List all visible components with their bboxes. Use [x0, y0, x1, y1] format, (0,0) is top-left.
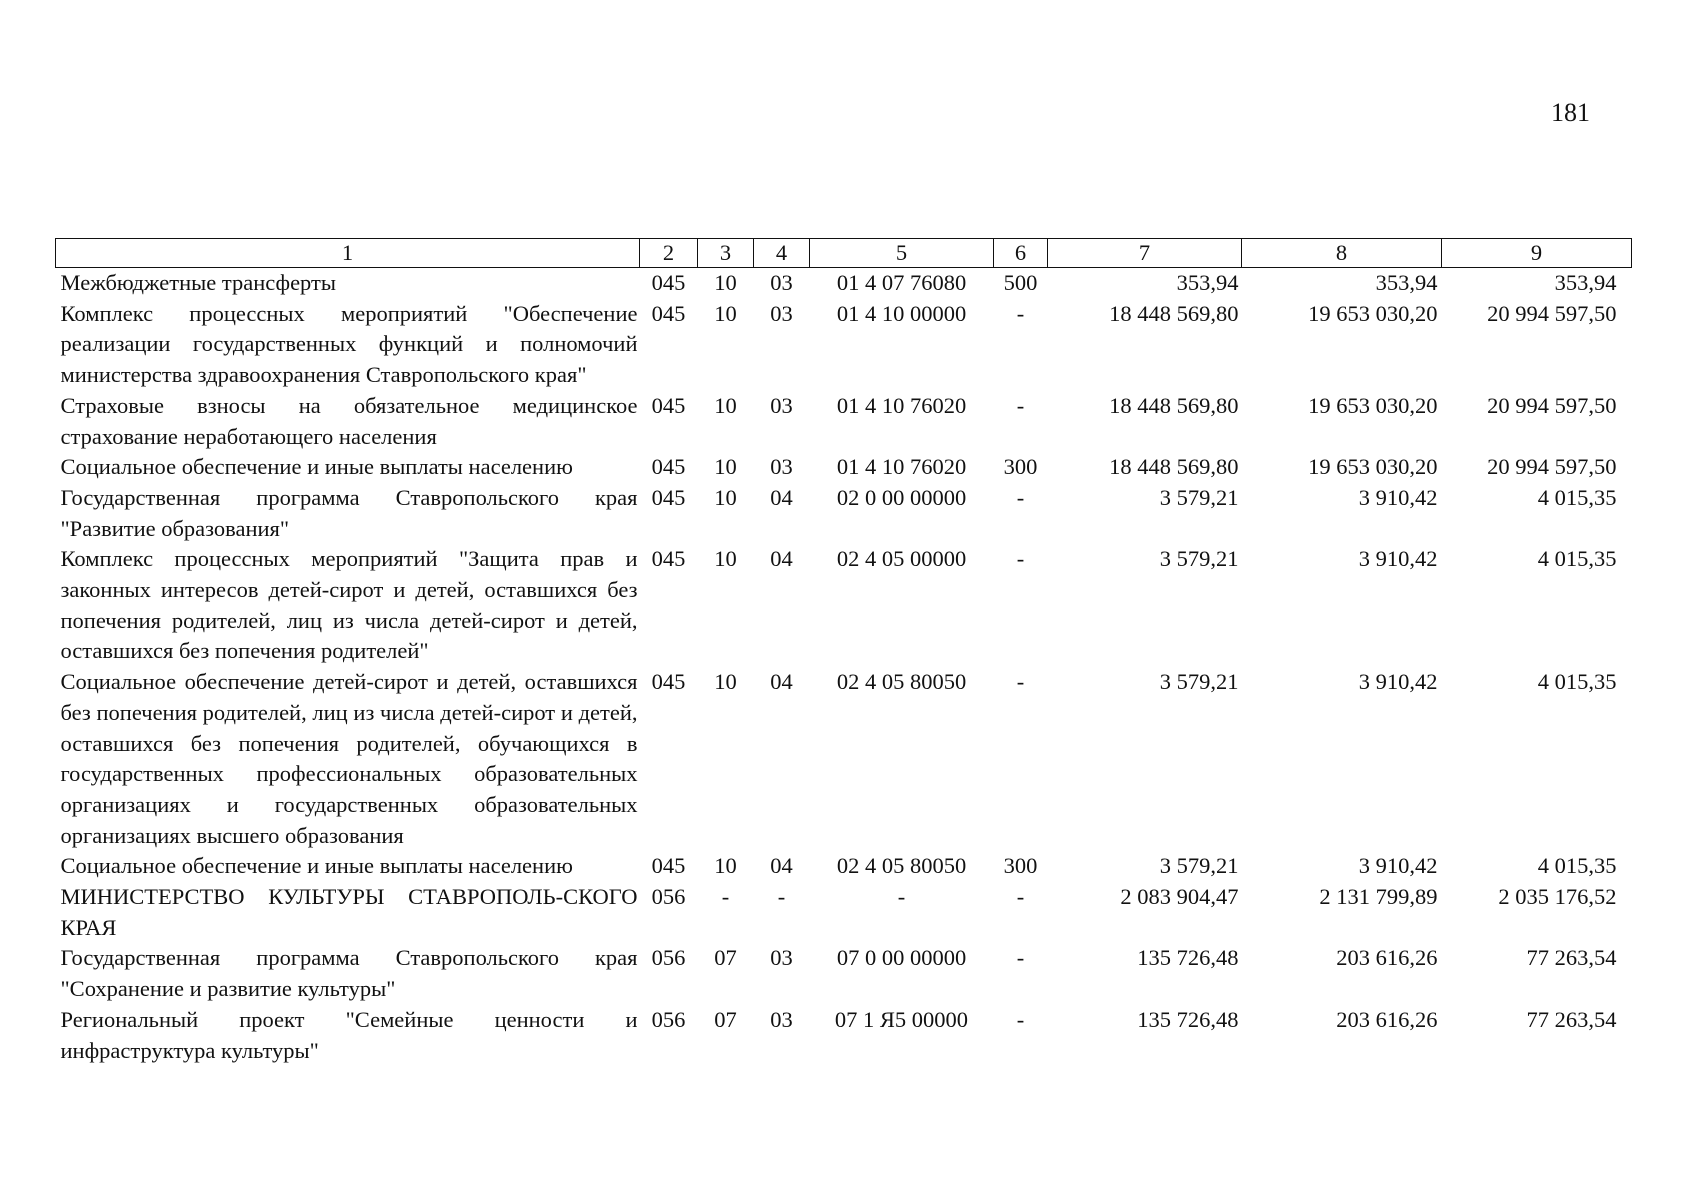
- cell-code-3: 10: [714, 853, 737, 879]
- cell-amount-7: 2 083 904,47: [1120, 884, 1239, 910]
- cell-name: Страховые взносы на обязательное медицинское страхование неработающего населения: [60, 392, 638, 449]
- cell-amount-7: 353,94: [1176, 270, 1239, 295]
- page-number: 181: [1551, 98, 1590, 127]
- cell-amount-9: 4 015,35: [1537, 546, 1617, 572]
- table-row: [56, 882, 1632, 943]
- cell-amount-8: 3 910,42: [1358, 484, 1438, 510]
- cell-code-3: 10: [714, 546, 737, 572]
- cell-code-4: 04: [770, 546, 793, 572]
- cell-amount-9: 20 994 597,50: [1487, 300, 1617, 326]
- cell-code-6: 300: [1003, 853, 1038, 879]
- cell-code-2: 045: [651, 300, 686, 326]
- cell-amount-7: 3 579,21: [1159, 484, 1239, 510]
- cell-amount-9: 4 015,35: [1537, 669, 1617, 695]
- cell-code-5: 02 4 05 80050: [836, 669, 967, 695]
- cell-amount-9: 4 015,35: [1537, 853, 1617, 879]
- cell-amount-8: 19 653 030,20: [1308, 300, 1438, 326]
- cell-code-3: 07: [714, 1006, 737, 1032]
- cell-name: МИНИСТЕРСТВО КУЛЬТУРЫ СТАВРОПОЛЬ-СКОГО КРАЯ: [60, 884, 638, 940]
- cell-code-4: 03: [770, 300, 793, 326]
- table-row: [56, 299, 1632, 391]
- table-row: [56, 544, 1632, 667]
- cell-code-5: 07 1 Я5 00000: [834, 1006, 969, 1032]
- table-row: [56, 268, 1632, 299]
- cell-name: Комплекс процессных мероприятий "Обеспечение реализации государственных функций и полномочий министерства здравоохранения Ставропольского края": [60, 300, 638, 388]
- cell-code-2: 045: [651, 669, 686, 695]
- cell-code-6: -: [1016, 884, 1025, 910]
- table-row: [56, 452, 1632, 483]
- cell-code-6: -: [1016, 669, 1025, 695]
- cell-name: Социальное обеспечение детей-сирот и детей, оставшихся без попечения родителей, лиц из числа детей-сирот и детей, оставшихся без попечения родителей, обучающихся в государственных профессиональных образовательных организациях и государственных образовательных организациях высшего образования: [60, 669, 638, 848]
- cell-code-3: 10: [714, 300, 737, 326]
- table-row: [56, 391, 1632, 452]
- cell-code-2: 056: [651, 1006, 686, 1032]
- cell-amount-7: 135 726,48: [1137, 1006, 1239, 1032]
- cell-amount-9: 20 994 597,50: [1487, 454, 1617, 480]
- cell-amount-9: 4 015,35: [1537, 484, 1617, 510]
- cell-code-5: 07 0 00 00000: [836, 945, 967, 971]
- cell-name: Государственная программа Ставропольского края "Развитие образования": [60, 484, 638, 541]
- cell-amount-7: 3 579,21: [1159, 669, 1239, 695]
- cell-code-6: 500: [1003, 270, 1038, 295]
- cell-code-5: 02 0 00 00000: [836, 484, 967, 510]
- cell-code-5: 02 4 05 00000: [836, 546, 967, 572]
- cell-amount-8: 353,94: [1375, 270, 1438, 295]
- column-header-3: 3: [698, 239, 754, 268]
- cell-amount-8: 2 131 799,89: [1319, 884, 1438, 910]
- cell-code-4: 03: [770, 945, 793, 971]
- cell-code-2: 045: [651, 853, 686, 879]
- cell-amount-7: 18 448 569,80: [1109, 392, 1239, 418]
- cell-code-4: 04: [770, 484, 793, 510]
- cell-code-6: -: [1016, 300, 1025, 326]
- cell-code-2: 045: [651, 484, 686, 510]
- cell-name: Социальное обеспечение и иные выплаты населению: [60, 454, 573, 480]
- cell-code-5: 01 4 10 00000: [836, 300, 967, 326]
- cell-amount-7: 18 448 569,80: [1109, 300, 1239, 326]
- table-row: [56, 851, 1632, 882]
- cell-code-2: 045: [651, 454, 686, 480]
- cell-name: Региональный проект "Семейные ценности и инфраструктура культуры": [60, 1006, 638, 1063]
- column-header-2: 2: [640, 239, 698, 268]
- table-row: [56, 943, 1632, 1004]
- column-header-1: 1: [56, 239, 640, 268]
- cell-amount-8: 19 653 030,20: [1308, 454, 1438, 480]
- cell-code-4: 04: [770, 853, 793, 879]
- cell-code-2: 056: [651, 945, 686, 971]
- column-header-4: 4: [754, 239, 810, 268]
- cell-code-2: 045: [651, 392, 686, 418]
- cell-code-2: 056: [651, 884, 686, 910]
- cell-code-3: -: [721, 884, 730, 910]
- cell-amount-8: 19 653 030,20: [1308, 392, 1438, 418]
- cell-code-3: 10: [714, 392, 737, 418]
- column-header-8: 8: [1242, 239, 1442, 268]
- cell-code-4: -: [777, 884, 786, 910]
- table-header-row: [56, 239, 1632, 268]
- cell-code-4: 03: [770, 392, 793, 418]
- cell-name: Комплекс процессных мероприятий "Защита прав и законных интересов детей-сирот и детей, оставшихся без попечения родителей, лиц из числа детей-сирот и детей, оставшихся без попечения родителей": [60, 546, 638, 664]
- cell-code-6: -: [1016, 392, 1025, 418]
- cell-code-3: 10: [714, 270, 737, 295]
- table-row: [56, 667, 1632, 851]
- cell-code-3: 10: [714, 454, 737, 480]
- cell-amount-7: 135 726,48: [1137, 945, 1239, 971]
- column-header-6: 6: [994, 239, 1048, 268]
- cell-amount-9: 353,94: [1554, 270, 1617, 295]
- cell-amount-9: 20 994 597,50: [1487, 392, 1617, 418]
- table-row: [56, 483, 1632, 544]
- cell-code-2: 045: [651, 546, 686, 572]
- cell-amount-9: 2 035 176,52: [1498, 884, 1617, 910]
- cell-code-4: 04: [770, 669, 793, 695]
- cell-code-4: 03: [770, 270, 793, 295]
- table-body: [56, 268, 1632, 1067]
- cell-amount-9: 77 263,54: [1526, 945, 1617, 971]
- cell-amount-8: 3 910,42: [1358, 669, 1438, 695]
- cell-code-6: -: [1016, 546, 1025, 572]
- cell-amount-7: 3 579,21: [1159, 853, 1239, 879]
- table-header: [56, 239, 1632, 268]
- cell-code-5: 01 4 10 76020: [836, 392, 967, 418]
- cell-name: Государственная программа Ставропольского края "Сохранение и развитие культуры": [60, 945, 638, 1002]
- budget-table: [55, 238, 1632, 1066]
- cell-name: Социальное обеспечение и иные выплаты населению: [60, 853, 573, 879]
- cell-amount-8: 3 910,42: [1358, 853, 1438, 879]
- cell-code-6: -: [1016, 1006, 1025, 1032]
- cell-code-4: 03: [770, 1006, 793, 1032]
- column-header-7: 7: [1048, 239, 1242, 268]
- column-header-5: 5: [810, 239, 994, 268]
- cell-amount-9: 77 263,54: [1526, 1006, 1617, 1032]
- cell-code-3: 07: [714, 945, 737, 971]
- cell-code-2: 045: [651, 270, 686, 295]
- column-header-9: 9: [1442, 239, 1632, 268]
- cell-code-5: -: [897, 884, 906, 910]
- cell-code-3: 10: [714, 669, 737, 695]
- cell-code-6: -: [1016, 945, 1025, 971]
- cell-amount-7: 18 448 569,80: [1109, 454, 1239, 480]
- cell-amount-8: 203 616,26: [1336, 1006, 1438, 1032]
- cell-code-3: 10: [714, 484, 737, 510]
- cell-code-4: 03: [770, 454, 793, 480]
- cell-amount-8: 203 616,26: [1336, 945, 1438, 971]
- table-row: [56, 1005, 1632, 1066]
- cell-code-5: 01 4 10 76020: [836, 454, 967, 480]
- cell-amount-7: 3 579,21: [1159, 546, 1239, 572]
- cell-code-6: 300: [1003, 454, 1038, 480]
- cell-amount-8: 3 910,42: [1358, 546, 1438, 572]
- cell-code-5: 02 4 05 80050: [836, 853, 967, 879]
- cell-code-5: 01 4 07 76080: [836, 270, 967, 295]
- cell-name: Межбюджетные трансферты: [60, 270, 336, 295]
- cell-code-6: -: [1016, 484, 1025, 510]
